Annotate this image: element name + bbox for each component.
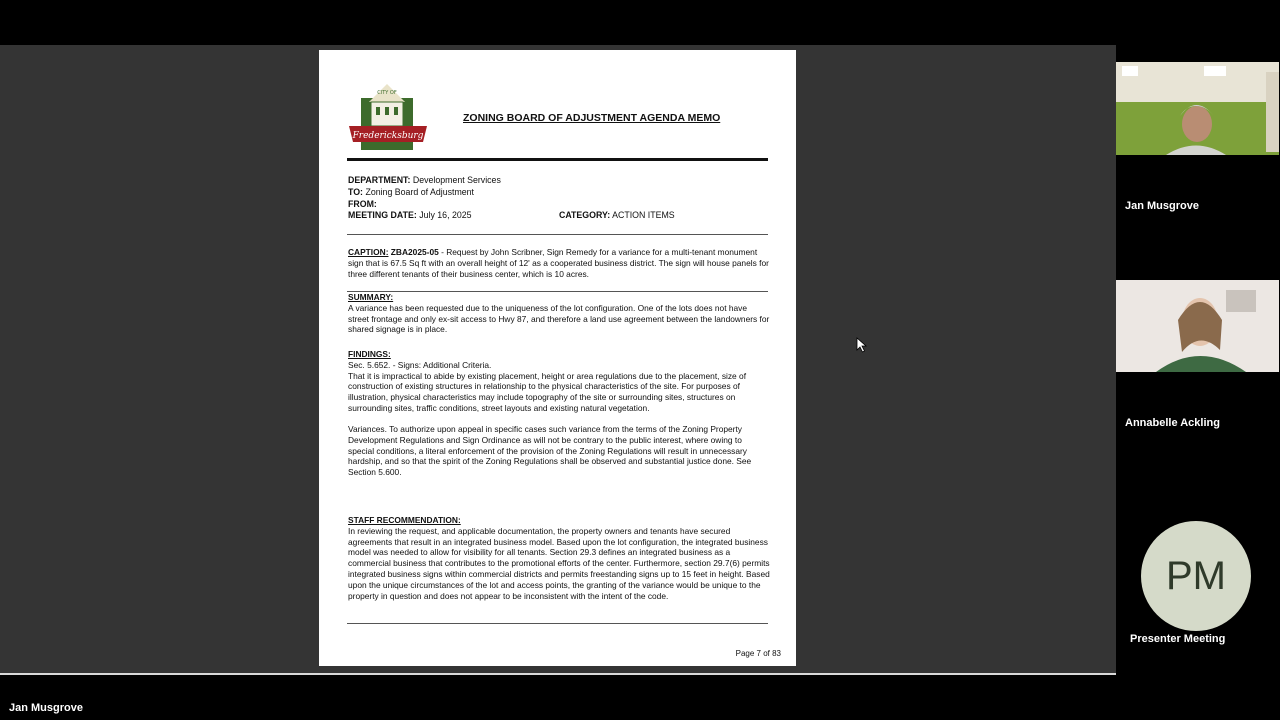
- participant-name-3: Presenter Meeting: [1130, 633, 1226, 645]
- to-line: [348, 187, 474, 197]
- staff-recommendation-heading: STAFF RECOMMENDATION:: [348, 515, 461, 525]
- department-line: [348, 175, 501, 185]
- caption-text: - Request by John Scribner, Sign Remedy for a variance for a multi-tenant monument sign that is 67.5 Sq ft with an overall height of 12' as a cooperated business district. The sign will house panels for three different tenants of their business center, which is 10 acres.: [348, 247, 769, 279]
- meta-divider: [347, 234, 768, 235]
- findings-text: That it is impractical to abide by existing placement, height or area regulations due to the placement, size of construction of existing structures in relationship to the physical characteristics of the site. For purposes of illustration, physical characteristics may include topography of the site or surrounding sites, structures on surrounding sites, traffic conditions, street layouts and existing natural vegetation.: [348, 370, 747, 413]
- caption-heading: CAPTION:: [348, 247, 389, 257]
- participant-avatar-presenter[interactable]: [1141, 521, 1251, 631]
- summary-heading: SUMMARY:: [348, 292, 394, 302]
- active-speaker-name: Jan Musgrove: [9, 702, 83, 714]
- category-value: ACTION ITEMS: [610, 210, 675, 220]
- participant-name-2: Annabelle Ackling: [1125, 417, 1220, 429]
- mouse-cursor-icon: [856, 337, 868, 353]
- page-number: Page 7 of 83: [735, 649, 781, 658]
- category-line: [559, 210, 675, 220]
- to-value: Zoning Board of Adjustment: [363, 187, 475, 197]
- department-label: DEPARTMENT:: [348, 175, 411, 185]
- meeting-date-value: July 16, 2025: [416, 210, 472, 220]
- from-label: FROM:: [348, 199, 377, 209]
- participant-video-annabelle[interactable]: [1116, 280, 1279, 372]
- city-logo: [347, 80, 429, 158]
- logo-text: Fredericksburg: [352, 131, 424, 141]
- participant-name-1: Jan Musgrove: [1125, 200, 1199, 212]
- caption-id: ZBA2025-05: [388, 247, 439, 257]
- staff-recommendation-text: In reviewing the request, and applicable documentation, the property owners and tenants have secured agreements that result in an integrated business model. Based upon the lot configuration, the integrated business model was needed to allow for visibility for all tenants. Section 29.3 defines an integrated business as a commercial business that contributes to the promotional efforts of the center. Furthermore, section 29.7(6) permits integrated business signs within commercial districts and permits freestanding signs up to 15 feet in height. Based upon the unique circumstances of the lot and access points, the granting of the variance would be unique to the property in question and does not appear to be inconsistent with the intent of the code.: [348, 525, 770, 601]
- summary-text: A variance has been requested due to the uniqueness of the lot configuration. One of the lots does not have street frontage and only ex-sit access to Hwy 87, and therefore a land use agreement between the landowners for shared signage is in place.: [348, 302, 770, 335]
- to-label: TO:: [348, 187, 363, 197]
- bottom-divider: [347, 623, 768, 624]
- findings-section: [348, 349, 770, 414]
- active-speaker-bar: [0, 673, 1116, 675]
- staff-recommendation-section: [348, 515, 770, 601]
- variances-paragraph: [348, 424, 770, 478]
- caption-section: [348, 247, 770, 279]
- variances-text: Variances. To authorize upon appeal in specific cases such variance from the terms of the Zoning Property Development Regulations and Sign Ordinance as will not be contrary to the public interest, where owing to special conditions, a literal enforcement of the provision of the Zoning Regulations will result in unnecessary hardship, and so that the spirit of the Zoning Regulations shall be observed and substantial justice done. See Section 5.600.: [348, 424, 752, 478]
- avatar-initials: PM: [1166, 553, 1226, 598]
- participant-video-jan[interactable]: [1116, 62, 1279, 155]
- logo-city-text: CITY OF: [377, 90, 397, 96]
- department-value: Development Services: [410, 175, 501, 185]
- from-line: [348, 199, 377, 209]
- category-label: CATEGORY:: [559, 210, 611, 220]
- summary-section: [348, 292, 770, 335]
- document-title: ZONING BOARD OF ADJUSTMENT AGENDA MEMO: [463, 112, 721, 124]
- shared-document-page: [319, 50, 796, 666]
- title-divider: [347, 158, 768, 161]
- meeting-date-label: MEETING DATE:: [348, 210, 417, 220]
- findings-section-ref: Sec. 5.652. - Signs: Additional Criteria.: [348, 359, 492, 370]
- findings-heading: FINDINGS:: [348, 349, 391, 359]
- meeting-date-line: [348, 210, 472, 220]
